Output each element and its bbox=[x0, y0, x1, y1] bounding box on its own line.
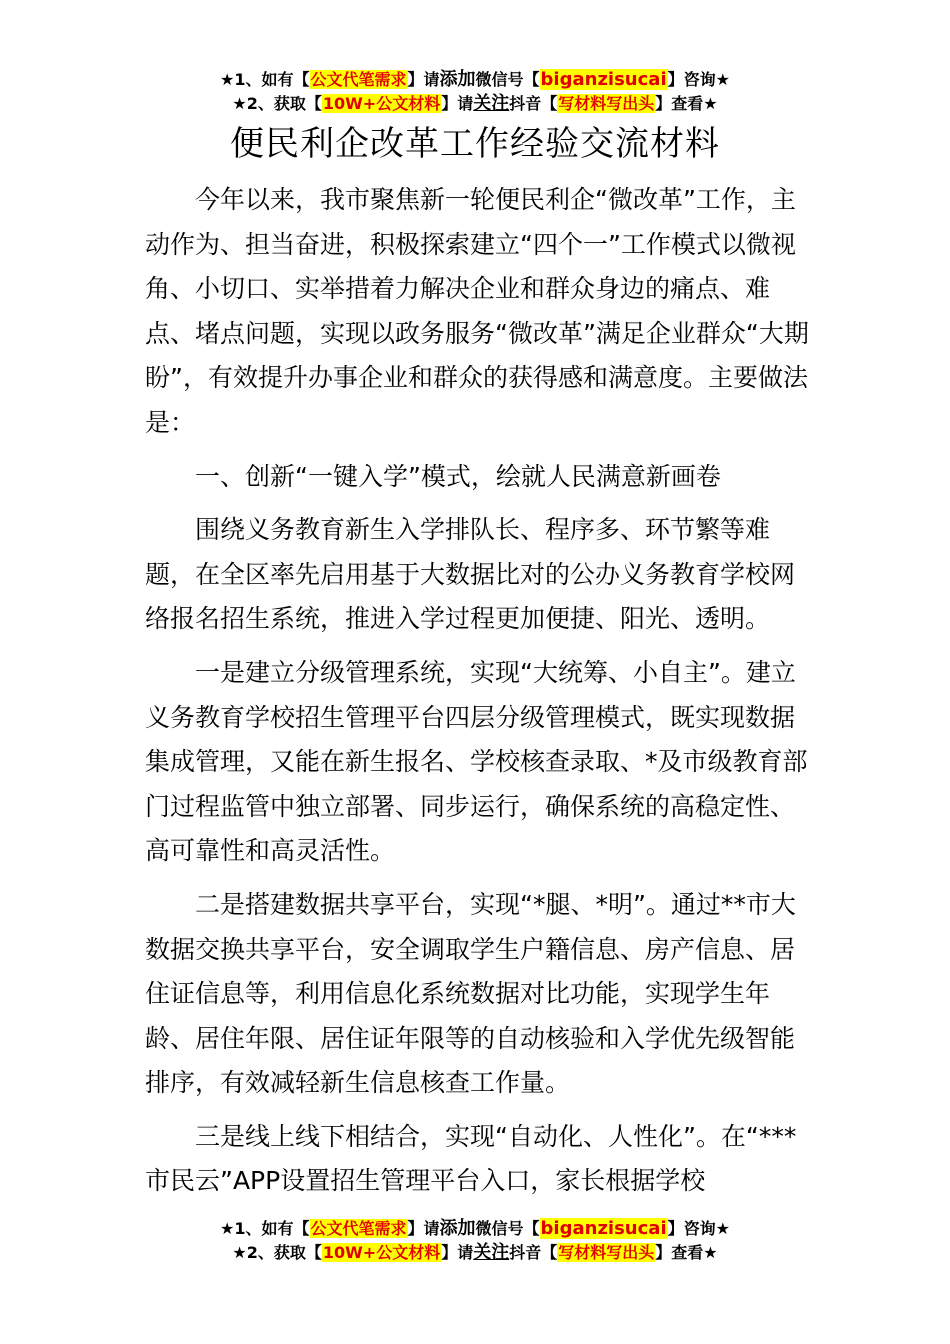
paragraph: 一是建立分级管理系统，实现“大统筹、小自主”。建立义务教育学校招生管理平台四层分级管理模式，既实现数据集成管理，又能在新生报名、学校核查录取、*及市级教育部门过程监管中独立部署、同步运行，确保系统的高稳定性、高可靠性和高灵活性。 bbox=[145, 657, 808, 866]
header-banner bbox=[0, 68, 950, 116]
paragraph: 二是搭建数据共享平台，实现“*腿、*明”。通过**市大数据交换共享平台，安全调取学生户籍信息、房产信息、居住证信息等，利用信息化系统数据对比功能，实现学生年龄、居住年限、居住证年限等的自动核验和入学优先级智能排序，有效减轻新生信息核查工作量。 bbox=[145, 889, 796, 1098]
banner-line-2: ★2、获取【10W+公文材料】请关注抖音【写材料写出头】查看★ bbox=[232, 93, 718, 114]
paragraph: 三是线上线下相结合，实现“自动化、人性化”。在“***市民云”APP设置招生管理平台入口，家长根据学校 bbox=[145, 1121, 797, 1196]
banner-line-1: ★1、如有【公文代笔需求】请添加微信号【biganzisucai】咨询★ bbox=[220, 69, 730, 90]
footer-line-1: ★1、如有【公文代笔需求】请添加微信号【biganzisucai】咨询★ bbox=[220, 1218, 730, 1239]
footer-banner bbox=[0, 1217, 950, 1265]
paragraph-intro: 今年以来，我市聚焦新一轮便民利企“微改革”工作，主动作为、担当奋进，积极探索建立“四个一”工作模式以微视角、小切口、实举措着力解决企业和群众身边的痛点、难点、堵点问题，实现以政务服务“微改革”满足企业群众“大期盼”，有效提升办事企业和群众的获得感和满意度。主要做法是： bbox=[145, 185, 809, 437]
document-body bbox=[145, 178, 810, 1204]
paragraph: 围绕义务教育新生入学排队长、程序多、环节繁等难题，在全区率先启用基于大数据比对的公办义务教育学校网络报名招生系统，推进入学过程更加便捷、阳光、透明。 bbox=[145, 515, 796, 634]
footer-line-2: ★2、获取【10W+公文材料】请关注抖音【写材料写出头】查看★ bbox=[232, 1242, 718, 1263]
document-title: 便民利企改革工作经验交流材料 bbox=[230, 124, 720, 164]
section-heading: 一、创新“一键入学”模式，绘就人民满意新画卷 bbox=[195, 461, 721, 491]
